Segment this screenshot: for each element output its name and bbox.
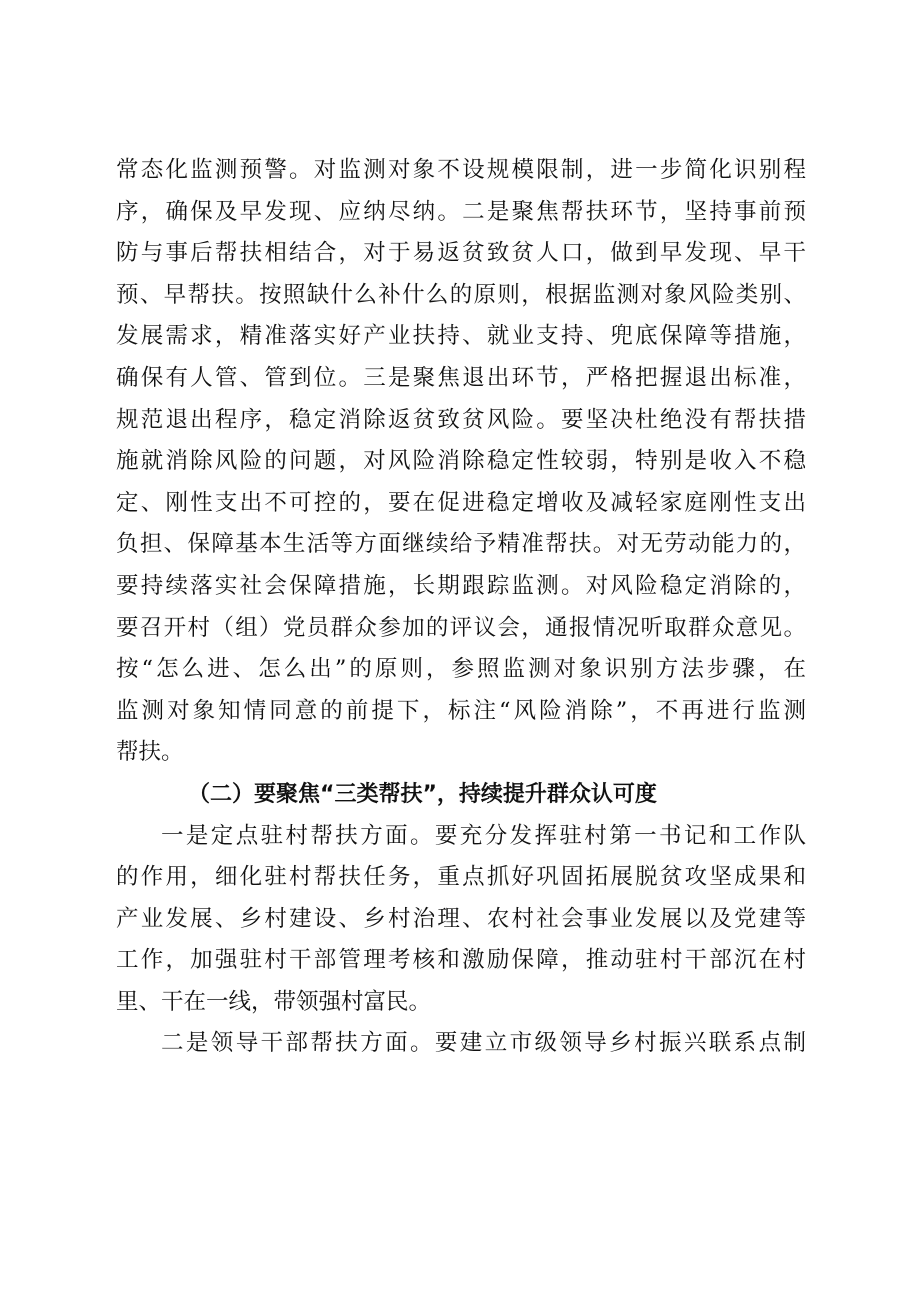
paragraph-line: 要召开村（组）党员群众参加的评议会，通报情况听取群众意见。 [116, 614, 806, 641]
section-heading: （二）要聚焦“三类帮扶”，持续提升群众认可度 [188, 781, 657, 807]
paragraph-line: 一是定点驻村帮扶方面。要充分发挥驻村第一书记和工作队 [161, 822, 806, 849]
paragraph-line: 的作用，细化驻村帮扶任务，重点抓好巩固拓展脱贫攻坚成果和 [116, 864, 806, 891]
paragraph-line: 确保有人管、管到位。三是聚焦退出环节，严格把握退出标准， [116, 364, 806, 391]
paragraph-line: 监测对象知情同意的前提下，标注“风险消除”，不再进行监测 [116, 697, 806, 724]
paragraph-line: 施就消除风险的问题，对风险消除稳定性较弱，特别是收入不稳 [116, 448, 806, 475]
paragraph-line: 预、早帮扶。按照缺什么补什么的原则，根据监测对象风险类别、 [116, 281, 806, 308]
paragraph-line: 里、干在一线，带领强村富民。 [116, 988, 432, 1015]
paragraph-line: 规范退出程序，稳定消除返贫致贫风险。要坚决杜绝没有帮扶措 [116, 406, 806, 433]
paragraph-line: 工作，加强驻村干部管理考核和激励保障，推动驻村干部沉在村 [116, 947, 806, 974]
paragraph-line: 负担、保障基本生活等方面继续给予精准帮扶。对无劳动能力的， [116, 531, 806, 558]
paragraph-line: 产业发展、乡村建设、乡村治理、农村社会事业发展以及党建等 [116, 905, 806, 932]
paragraph-line: 二是领导干部帮扶方面。要建立市级领导乡村振兴联系点制 [161, 1030, 806, 1057]
paragraph-line: 序，确保及早发现、应纳尽纳。二是聚焦帮扶环节，坚持事前预 [116, 198, 806, 225]
paragraph-line: 按“怎么进、怎么出”的原则，参照监测对象识别方法步骤，在 [116, 656, 806, 683]
paragraph-line: 要持续落实社会保障措施，长期跟踪监测。对风险稳定消除的， [116, 572, 806, 599]
paragraph-line: 帮扶。 [116, 739, 184, 766]
paragraph-line: 定、刚性支出不可控的，要在促进稳定增收及减轻家庭刚性支出 [116, 489, 806, 516]
document-body [116, 150, 806, 1065]
paragraph-line: 常态化监测预警。对监测对象不设规模限制，进一步简化识别程 [116, 157, 806, 183]
paragraph-line: 防与事后帮扶相结合，对于易返贫致贫人口，做到早发现、早干 [116, 240, 806, 267]
paragraph-line: 发展需求，精准落实好产业扶持、就业支持、兜底保障等措施， [116, 323, 806, 350]
